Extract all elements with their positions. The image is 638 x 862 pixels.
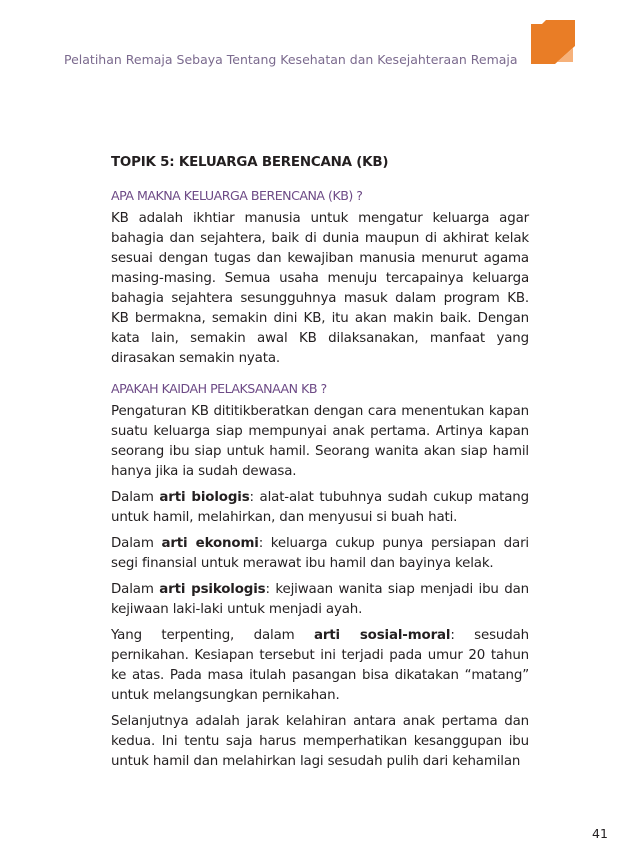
term-arti-biologis: arti biologis — [159, 490, 250, 505]
paragraph-kaidah-intro: Pengaturan KB dititikberatkan dengan cara menentukan kapan suatu keluarga siap mempunyai anak pertama. Artinya kapan seorang ibu siap untuk hamil. Seorang wanita akan siap hamil hanya jika ia sudah dewasa. — [111, 404, 529, 479]
paragraph-arti-biologis — [111, 488, 529, 528]
prefix-text: Yang terpenting, dalam — [111, 628, 314, 643]
term-arti-ekonomi: arti ekonomi — [161, 536, 259, 551]
prefix-text: Dalam — [111, 536, 162, 551]
term-arti-psikologis: arti psikologis — [159, 582, 266, 597]
paragraph-jarak-kelahiran: Selanjutnya adalah jarak kelahiran antara anak pertama dan kedua. Ini tentu saja harus memperhatikan kesanggupan ibu untuk hamil dan melahirkan lagi sesudah pulih dari kehamilan — [111, 714, 529, 769]
paragraph-arti-sosial-moral — [111, 626, 529, 706]
paragraph-arti-psikologis — [111, 580, 529, 620]
topic-title: TOPIK 5: KELUARGA BERENCANA (KB) — [111, 155, 389, 170]
paragraph-arti-ekonomi — [111, 534, 529, 574]
paragraph-makna-kb: KB adalah ikhtiar manusia untuk mengatur keluarga agar bahagia dan sejahtera, baik di dunia maupun di akhirat kelak sesuai dengan tugas dan kewajiban manusia menurut agama masing-masing. Semua usaha menuju tercapainya keluarga bahagia sejahtera sesungguhnya masuk dalam program KB. KB bermakna, semakin dini KB, itu akan makin baik. Dengan kata lain, semakin awal KB dilaksanakan, manfaat yang dirasakan semakin nyata. — [111, 211, 529, 366]
body-text: : keluarga cukup punya persiapan dari segi finansial untuk merawat ibu hamil dan bayinya kelak. — [111, 536, 529, 571]
page-number: 41 — [592, 826, 608, 841]
body-text: : kejiwaan wanita siap menjadi ibu dan kejiwaan laki-laki untuk menjadi ayah. — [111, 582, 530, 617]
body-text: : sesudah pernikahan. Kesiapan tersebut ini terjadi pada umur 20 tahun ke atas. Pada masa itulah pasangan bisa dikatakan “matang” untuk melangsungkan pernikahan. — [111, 628, 529, 703]
prefix-text: Dalam — [111, 490, 160, 505]
main-content — [111, 155, 529, 778]
running-header-title: Pelatihan Remaja Sebaya Tentang Kesehatan dan Kesejahteraan Remaja — [64, 52, 518, 67]
body-text: : alat-alat tubuhnya sudah cukup matang untuk hamil, melahirkan, dan menyusui si buah hati. — [111, 490, 529, 525]
prefix-text: Dalam — [111, 582, 160, 597]
section-heading-makna-kb: APA MAKNA KELUARGA BERENCANA (KB) ? — [111, 188, 363, 203]
section-heading-kaidah-kb: APAKAH KAIDAH PELAKSANAAN KB ? — [111, 381, 327, 396]
folder-icon — [528, 18, 578, 66]
term-arti-sosial-moral: arti sosial-moral — [313, 628, 451, 643]
